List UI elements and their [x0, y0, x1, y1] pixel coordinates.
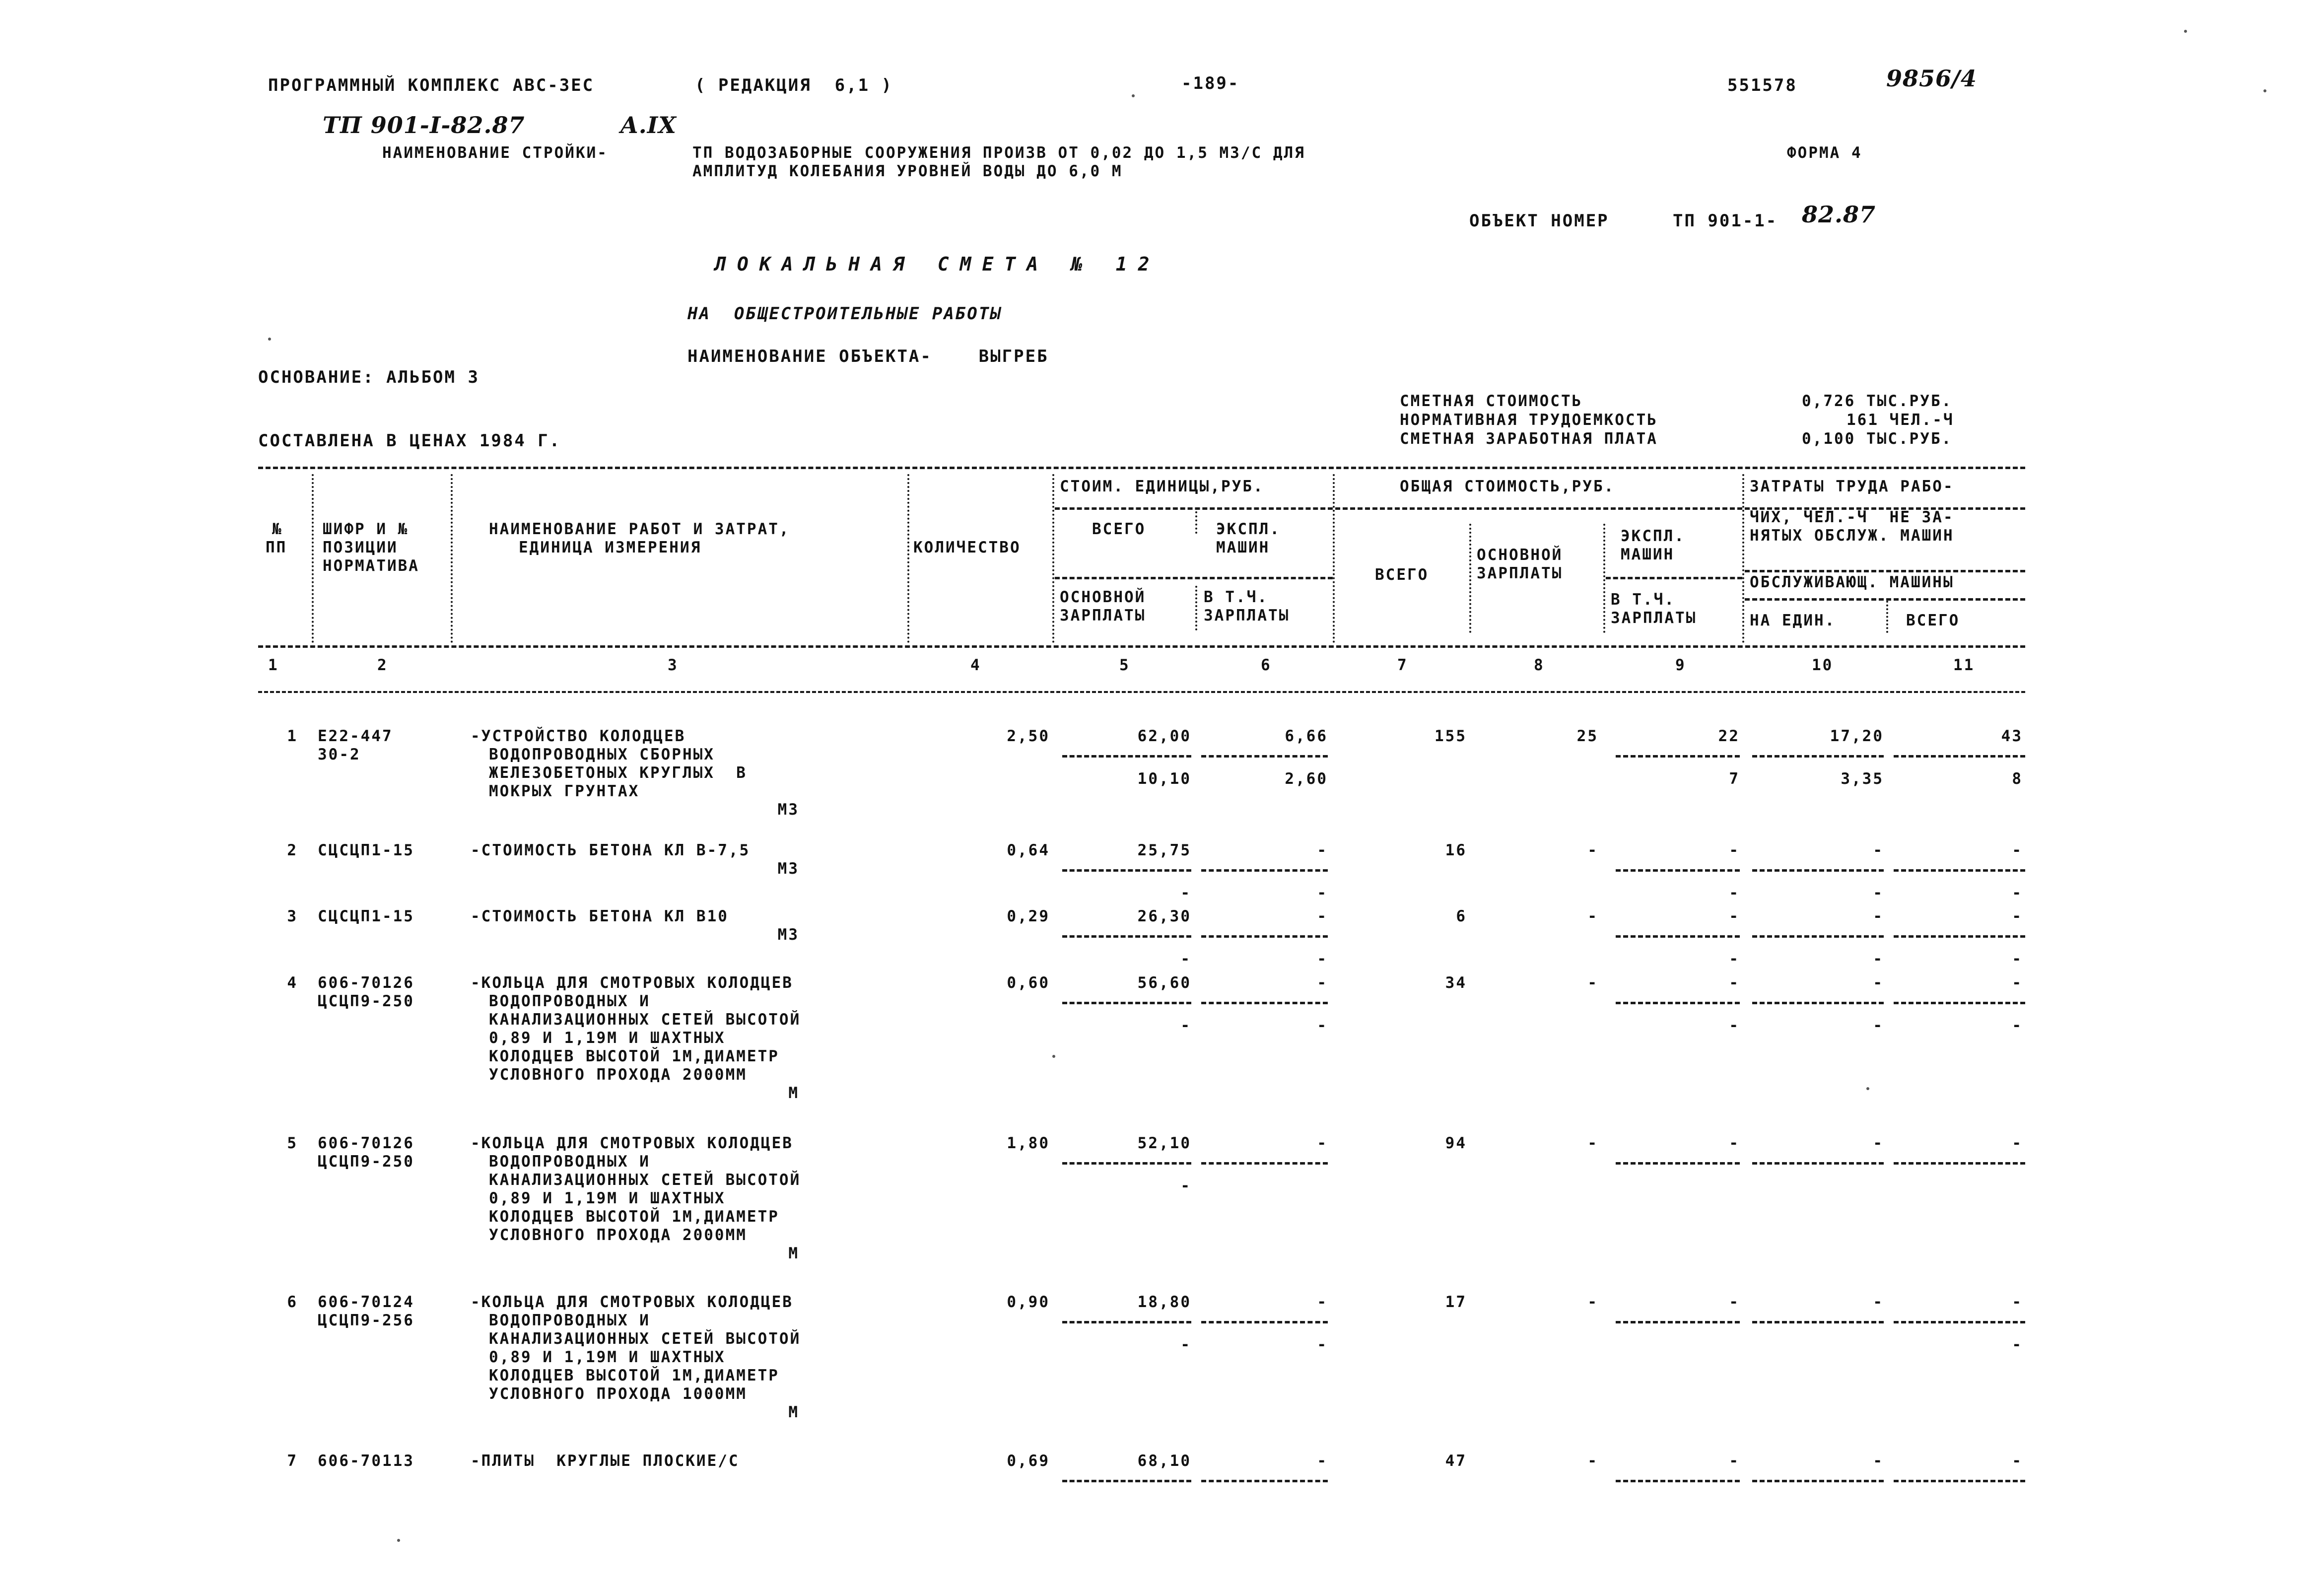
col-sep [1603, 524, 1605, 633]
row-name-line: ВОДОПРОВОДНЫХ СБОРНЫХ [489, 746, 715, 763]
row-labor-per-unit: - [1873, 1293, 1884, 1311]
form-label: ФОРМА 4 [1787, 144, 1862, 162]
scan-speck [1866, 1087, 1869, 1090]
row-unit: М [788, 1403, 799, 1421]
row-labor-total-machines: - [2012, 884, 2023, 902]
summary-label-labor: НОРМАТИВНАЯ ТРУДОЕМКОСТЬ [1400, 411, 1658, 429]
col5-header-bottom-2: ЗАРПЛАТЫ [1060, 607, 1146, 624]
row-name-line: -КОЛЬЦА ДЛЯ СМОТРОВЫХ КОЛОДЦЕВ [471, 1293, 793, 1311]
row-labor-per-unit: - [1873, 1452, 1884, 1470]
row-unit-cost-total: 62,00 [1137, 727, 1191, 745]
row-total-machines: - [1729, 841, 1740, 859]
cell-rule [1752, 1162, 1884, 1165]
row-code: 606-70124 [318, 1293, 414, 1311]
cell-rule [1894, 869, 2025, 872]
row-labor-total-machines: - [2012, 950, 2023, 968]
cell-rule [1752, 1002, 1884, 1004]
col11-header: ВСЕГО [1906, 612, 1960, 629]
row-labor-total: - [2012, 1452, 2023, 1470]
col2-header-2: ПОЗИЦИИ [323, 539, 398, 556]
row-name-line: ЖЕЛЕЗОБЕТОНЫХ КРУГЛЫХ В [489, 764, 747, 782]
cell-rule [1894, 1321, 2025, 1323]
unit-cost-header: СТОИМ. ЕДИНИЦЫ,РУБ. [1060, 478, 1264, 495]
summary-value-wages: 0,100 ТЫС.РУБ. [1802, 430, 1953, 448]
scan-speck [268, 338, 271, 341]
row-unit-cost-wages: - [1180, 950, 1191, 968]
program-name: ПРОГРАММНЫЙ КОМПЛЕКС АВС-3ЕС [268, 75, 595, 95]
header-sub-rule [1606, 577, 1742, 579]
col-sep [1195, 511, 1197, 534]
col-number-2: 2 [377, 656, 388, 674]
col-sep [1333, 474, 1335, 643]
row-labor-per-unit: - [1873, 841, 1884, 859]
row-labor-per-unit-machines: 3,35 [1841, 770, 1884, 788]
row-total-cost: 94 [1445, 1134, 1467, 1152]
row-number: 1 [287, 727, 298, 745]
prices-label: СОСТАВЛЕНА В ЦЕНАХ 1984 Г. [258, 431, 561, 451]
col-number-3: 3 [668, 656, 679, 674]
row-total-machines: - [1729, 1134, 1740, 1152]
cell-rule [1062, 869, 1191, 872]
row-unit: М [788, 1084, 799, 1102]
row-labor-total-machines: - [2012, 1017, 2023, 1035]
cell-rule [1616, 935, 1740, 938]
row-unit-cost-machine-wages: - [1317, 1336, 1328, 1354]
row-unit-cost-machines: - [1317, 1452, 1328, 1470]
row-total-wages: 25 [1576, 727, 1598, 745]
row-labor-total: - [2012, 974, 2023, 992]
labor-header-3: НЯТЫХ ОБСЛУЖ. МАШИН [1750, 527, 1954, 545]
row-unit-cost-machines: - [1317, 1134, 1328, 1152]
scan-speck [1052, 1055, 1055, 1058]
row-unit-cost-machines: - [1317, 841, 1328, 859]
cell-rule [1062, 1321, 1191, 1323]
col9-header-top-2: МАШИН [1621, 546, 1675, 563]
row-code: СЦСЦП1-15 [318, 907, 414, 925]
row-unit-cost-machine-wages: 2,60 [1285, 770, 1328, 788]
col1-header-1: № [272, 520, 283, 538]
col3-header-1: НАИМЕНОВАНИЕ РАБОТ И ЗАТРАТ, [489, 520, 790, 538]
row-name-line: -КОЛЬЦА ДЛЯ СМОТРОВЫХ КОЛОДЦЕВ [471, 1134, 793, 1152]
labor-header-sub: ОБСЛУЖИВАЮЩ. МАШИНЫ [1750, 573, 1954, 591]
cell-rule [1616, 1002, 1740, 1004]
basis-label: ОСНОВАНИЕ: АЛЬБОМ 3 [258, 367, 479, 387]
row-unit-cost-wages: 10,10 [1137, 770, 1191, 788]
handwritten-object-number: 82.87 [1802, 201, 1876, 228]
col1-header-2: ПП [266, 539, 287, 556]
cell-rule [1616, 1480, 1740, 1482]
handwritten-tp: ТП 901-I-82.87 [323, 112, 525, 138]
construction-label: НАИМЕНОВАНИЕ СТРОЙКИ- [382, 144, 608, 162]
cell-rule [1062, 1002, 1191, 1004]
handwritten-album: A.IX [620, 112, 677, 138]
row-total-cost: 17 [1445, 1293, 1467, 1311]
row-name-line: КОЛОДЦЕВ ВЫСОТОЙ 1М,ДИАМЕТР [489, 1047, 779, 1065]
row-total-wages: - [1587, 1134, 1598, 1152]
col-number-9: 9 [1675, 656, 1686, 674]
col9-header-bottom-2: ЗАРПЛАТЫ [1611, 609, 1697, 627]
object-name: НАИМЕНОВАНИЕ ОБЪЕКТА- ВЫГРЕБ [687, 346, 1049, 366]
object-number: ТП 901-1- [1673, 211, 1778, 231]
cell-rule [1894, 1002, 2025, 1004]
col-number-11: 11 [1953, 656, 1975, 674]
row-total-wages: - [1587, 841, 1598, 859]
total-cost-header: ОБЩАЯ СТОИМОСТЬ,РУБ. [1400, 478, 1615, 495]
cell-rule [1062, 935, 1191, 938]
summary-label-wages: СМЕТНАЯ ЗАРАБОТНАЯ ПЛАТА [1400, 430, 1658, 448]
col-number-4: 4 [970, 656, 981, 674]
row-unit-cost-machine-wages: - [1317, 1017, 1328, 1035]
row-total-wages: - [1587, 974, 1598, 992]
row-total-cost: 47 [1445, 1452, 1467, 1470]
col6-header-top-2: МАШИН [1216, 539, 1270, 556]
row-code: СЦСЦП1-15 [318, 841, 414, 859]
col7-header: ВСЕГО [1375, 566, 1429, 584]
row-labor-total: - [2012, 1293, 2023, 1311]
cell-rule [1752, 1321, 1884, 1323]
col6-header-top-1: ЭКСПЛ. [1216, 520, 1281, 538]
summary-value-cost: 0,726 ТЫС.РУБ. [1802, 392, 1953, 410]
row-name-line: КОЛОДЦЕВ ВЫСОТОЙ 1М,ДИАМЕТР [489, 1367, 779, 1384]
col6-header-bottom-2: ЗАРПЛАТЫ [1204, 607, 1290, 624]
row-labor-total: - [2012, 1134, 2023, 1152]
row-quantity: 0,60 [1007, 974, 1050, 992]
row-unit-cost-machine-wages: - [1317, 884, 1328, 902]
row-number: 5 [287, 1134, 298, 1152]
col-sep [1052, 474, 1054, 643]
construction-line-1: ТП ВОДОЗАБОРНЫЕ СООРУЖЕНИЯ ПРОИЗВ ОТ 0,02 ДО 1,5 М3/С ДЛЯ [692, 144, 1305, 162]
scan-speck [397, 1539, 400, 1542]
col-number-6: 6 [1261, 656, 1272, 674]
row-unit-cost-machines: 6,66 [1285, 727, 1328, 745]
cell-rule [1201, 869, 1328, 872]
col5-header-bottom-1: ОСНОВНОЙ [1060, 588, 1146, 606]
row-unit-cost-machines: - [1317, 974, 1328, 992]
col2-header-3: НОРМАТИВА [323, 557, 419, 575]
row-labor-total-machines: - [2012, 1336, 2023, 1354]
cell-rule [1894, 1162, 2025, 1165]
row-quantity: 0,64 [1007, 841, 1050, 859]
row-name-line: 0,89 И 1,19М И ШАХТНЫХ [489, 1189, 726, 1207]
col-sep [312, 474, 314, 643]
row-code: Е22-447 [318, 727, 393, 745]
cell-rule [1616, 1162, 1740, 1165]
header-bottom-rule [258, 645, 2025, 648]
row-name-line: УСЛОВНОГО ПРОХОДА 2000ММ [489, 1226, 747, 1244]
row-code: ЦСЦП9-256 [318, 1312, 414, 1329]
row-name-line: -СТОИМОСТЬ БЕТОНА КЛ В-7,5 [471, 841, 751, 859]
row-total-wages: - [1587, 1452, 1598, 1470]
col-sep [1742, 474, 1744, 643]
column-numbers-rule [258, 691, 2025, 693]
col-sep [451, 474, 453, 643]
col-sep [1469, 524, 1471, 633]
row-quantity: 2,50 [1007, 727, 1050, 745]
row-name-line: УСЛОВНОГО ПРОХОДА 1000ММ [489, 1385, 747, 1403]
col10-header: НА ЕДИН. [1750, 612, 1836, 629]
row-name-line: ВОДОПРОВОДНЫХ И [489, 1312, 650, 1329]
cell-rule [1062, 1480, 1191, 1482]
cell-rule [1201, 1002, 1328, 1004]
col-sep [907, 474, 909, 643]
labor-header-2: ЧИХ, ЧЕЛ.-Ч НЕ ЗА- [1750, 508, 1954, 526]
page-number: -189- [1181, 73, 1240, 93]
row-name-line: КАНАЛИЗАЦИОННЫХ СЕТЕЙ ВЫСОТОЙ [489, 1011, 801, 1029]
col8-header-1: ОСНОВНОЙ [1477, 546, 1563, 564]
cell-rule [1752, 755, 1884, 758]
row-total-cost: 155 [1435, 727, 1467, 745]
cell-rule [1752, 869, 1884, 872]
scan-speck [2184, 30, 2187, 33]
row-unit: М3 [777, 926, 799, 944]
row-name-line: -КОЛЬЦА ДЛЯ СМОТРОВЫХ КОЛОДЦЕВ [471, 974, 793, 992]
col-number-7: 7 [1397, 656, 1408, 674]
row-total-machines: - [1729, 1452, 1740, 1470]
row-unit-cost-total: 52,10 [1137, 1134, 1191, 1152]
row-name-line: -СТОИМОСТЬ БЕТОНА КЛ В10 [471, 907, 729, 925]
row-quantity: 0,29 [1007, 907, 1050, 925]
row-labor-total: - [2012, 907, 2023, 925]
row-unit-cost-total: 26,30 [1137, 907, 1191, 925]
row-name-line: 0,89 И 1,19М И ШАХТНЫХ [489, 1348, 726, 1366]
row-labor-total: - [2012, 841, 2023, 859]
row-labor-per-unit-machines: - [1873, 884, 1884, 902]
row-code: 606-70126 [318, 1134, 414, 1152]
doc-code: 551578 [1727, 75, 1797, 95]
row-labor-per-unit-machines: - [1873, 950, 1884, 968]
row-total-wages: - [1587, 907, 1598, 925]
cell-rule [1062, 755, 1191, 758]
scan-speck [2263, 89, 2266, 92]
row-unit-cost-wages: - [1180, 884, 1191, 902]
table-top-rule [258, 467, 2025, 469]
cell-rule [1201, 1162, 1328, 1165]
col9-header-bottom-1: В Т.Ч. [1611, 591, 1675, 609]
row-labor-per-unit-machines: - [1873, 1017, 1884, 1035]
cell-rule [1201, 755, 1328, 758]
row-name-line: МОКРЫХ ГРУНТАХ [489, 782, 640, 800]
document-subtitle: НА ОБЩЕСТРОИТЕЛЬНЫЕ РАБОТЫ [687, 304, 1002, 324]
cell-rule [1752, 935, 1884, 938]
cell-rule [1894, 935, 2025, 938]
cell-rule [1616, 755, 1740, 758]
summary-value-labor: 161 ЧЕЛ.-Ч [1846, 411, 1954, 429]
cell-rule [1201, 935, 1328, 938]
col-sep [1195, 586, 1197, 630]
row-number: 2 [287, 841, 298, 859]
row-name-line: КОЛОДЦЕВ ВЫСОТОЙ 1М,ДИАМЕТР [489, 1208, 779, 1226]
col-number-10: 10 [1812, 656, 1834, 674]
row-number: 4 [287, 974, 298, 992]
row-unit-cost-machine-wages: - [1317, 950, 1328, 968]
row-unit-cost-total: 18,80 [1137, 1293, 1191, 1311]
col-number-8: 8 [1534, 656, 1545, 674]
row-name-line: -ПЛИТЫ КРУГЛЫЕ ПЛОСКИЕ/С [471, 1452, 740, 1470]
row-labor-total: 43 [2001, 727, 2023, 745]
row-unit-cost-wages: - [1180, 1017, 1191, 1035]
row-total-machines: - [1729, 1293, 1740, 1311]
row-unit-cost-total: 68,10 [1137, 1452, 1191, 1470]
row-name-line: ВОДОПРОВОДНЫХ И [489, 992, 650, 1010]
row-total-machine-wages: 7 [1729, 770, 1740, 788]
row-unit: М3 [777, 860, 799, 878]
row-labor-per-unit: - [1873, 974, 1884, 992]
row-total-wages: - [1587, 1293, 1598, 1311]
row-total-cost: 6 [1456, 907, 1467, 925]
cell-rule [1616, 1321, 1740, 1323]
row-name-line: -УСТРОЙСТВО КОЛОДЦЕВ [471, 727, 686, 745]
row-number: 6 [287, 1293, 298, 1311]
row-quantity: 1,80 [1007, 1134, 1050, 1152]
col6-header-bottom-1: В Т.Ч. [1204, 588, 1268, 606]
col-number-1: 1 [268, 656, 279, 674]
row-quantity: 0,69 [1007, 1452, 1050, 1470]
header-sub-rule [1745, 570, 2025, 572]
object-label: ОБЪЕКТ НОМЕР [1469, 211, 1609, 231]
document-title: ЛОКАЛЬНАЯ СМЕТА № 12 [715, 253, 1161, 275]
row-name-line: ВОДОПРОВОДНЫХ И [489, 1153, 650, 1171]
col2-header-1: ШИФР И № [323, 520, 409, 538]
col-sep [1886, 601, 1888, 633]
row-code: ЦСЦП9-250 [318, 1153, 414, 1171]
row-labor-per-unit: 17,20 [1830, 727, 1884, 745]
scan-speck [1132, 94, 1135, 97]
handwritten-number: 9856/4 [1886, 65, 1977, 92]
row-name-line: КАНАЛИЗАЦИОННЫХ СЕТЕЙ ВЫСОТОЙ [489, 1330, 801, 1348]
row-labor-per-unit: - [1873, 907, 1884, 925]
labor-header-1: ЗАТРАТЫ ТРУДА РАБО- [1750, 478, 1954, 495]
row-unit-cost-wages: - [1180, 1177, 1191, 1195]
row-unit: М [788, 1245, 799, 1262]
cell-rule [1201, 1321, 1328, 1323]
header-sub-rule [1335, 507, 1742, 510]
row-unit-cost-total: 56,60 [1137, 974, 1191, 992]
row-total-machines: - [1729, 974, 1740, 992]
row-name-line: КАНАЛИЗАЦИОННЫХ СЕТЕЙ ВЫСОТОЙ [489, 1171, 801, 1189]
cell-rule [1752, 1480, 1884, 1482]
cell-rule [1616, 869, 1740, 872]
cell-rule [1894, 755, 2025, 758]
edition-label: ( РЕДАКЦИЯ 6,1 ) [695, 75, 893, 95]
cell-rule [1201, 1480, 1328, 1482]
cell-rule [1894, 1480, 2025, 1482]
row-total-machines: - [1729, 907, 1740, 925]
row-unit-cost-total: 25,75 [1137, 841, 1191, 859]
col3-header-2: ЕДИНИЦА ИЗМЕРЕНИЯ [519, 539, 702, 556]
cell-rule [1062, 1162, 1191, 1165]
row-unit-cost-machines: - [1317, 907, 1328, 925]
row-name-line: УСЛОВНОГО ПРОХОДА 2000ММ [489, 1066, 747, 1084]
row-total-machine-wages: - [1729, 950, 1740, 968]
header-sub-rule [1745, 598, 2025, 601]
col9-header-top-1: ЭКСПЛ. [1621, 527, 1685, 545]
row-code: ЦСЦП9-250 [318, 992, 414, 1010]
row-total-cost: 16 [1445, 841, 1467, 859]
row-quantity: 0,90 [1007, 1293, 1050, 1311]
col4-header: КОЛИЧЕСТВО [913, 539, 1021, 556]
row-name-line: 0,89 И 1,19М И ШАХТНЫХ [489, 1029, 726, 1047]
row-unit-cost-wages: - [1180, 1336, 1191, 1354]
row-code: 606-70113 [318, 1452, 414, 1470]
summary-label-cost: СМЕТНАЯ СТОИМОСТЬ [1400, 392, 1583, 410]
col8-header-2: ЗАРПЛАТЫ [1477, 564, 1563, 582]
row-labor-per-unit: - [1873, 1134, 1884, 1152]
row-number: 7 [287, 1452, 298, 1470]
row-total-machine-wages: - [1729, 1017, 1740, 1035]
col-number-5: 5 [1119, 656, 1130, 674]
row-code: 30-2 [318, 746, 361, 763]
row-total-cost: 34 [1445, 974, 1467, 992]
col5-header-top: ВСЕГО [1092, 520, 1146, 538]
construction-line-2: АМПЛИТУД КОЛЕБАНИЯ УРОВНЕЙ ВОДЫ ДО 6,0 М [692, 162, 1123, 180]
row-unit: М3 [777, 801, 799, 819]
header-sub-rule [1055, 577, 1333, 579]
row-total-machines: 22 [1718, 727, 1740, 745]
header-sub-rule [1055, 507, 1333, 510]
row-code: 606-70126 [318, 974, 414, 992]
row-unit-cost-machines: - [1317, 1293, 1328, 1311]
row-total-machine-wages: - [1729, 884, 1740, 902]
row-labor-total-machines: 8 [2012, 770, 2023, 788]
row-number: 3 [287, 907, 298, 925]
